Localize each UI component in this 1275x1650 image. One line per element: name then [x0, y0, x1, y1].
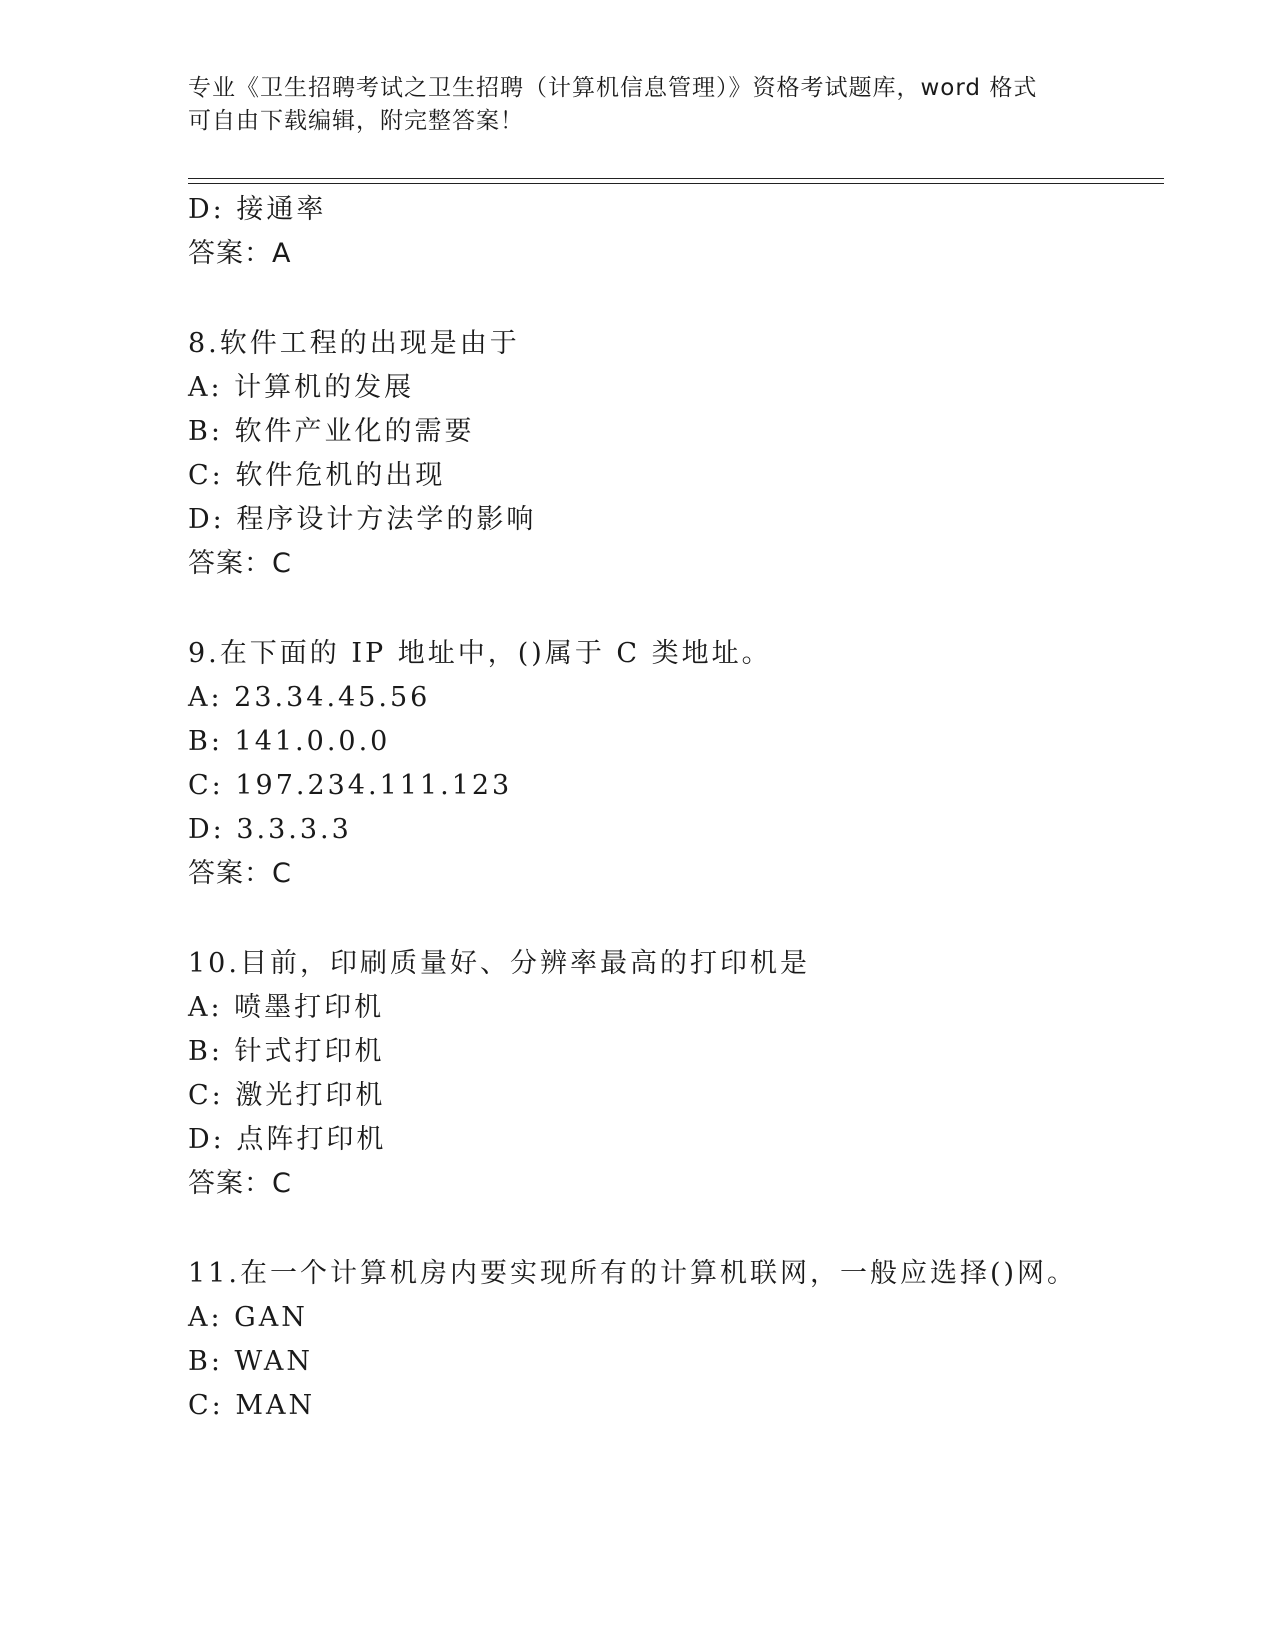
question-9: 9.在下面的 IP 地址中，()属于 C 类地址。: [188, 638, 772, 669]
q10-option-b: B: 针式打印机: [188, 1036, 385, 1067]
question-11: 11.在一个计算机房内要实现所有的计算机联网，一般应选择()网。: [188, 1258, 1078, 1289]
q9-answer: 答案：C: [188, 858, 292, 889]
q8-option-d: D: 程序设计方法学的影响: [188, 504, 537, 535]
question-10: 10.目前，印刷质量好、分辨率最高的打印机是: [188, 948, 810, 979]
q9-option-c: C: 197.234.111.123: [188, 770, 513, 801]
q10-option-a: A: 喷墨打印机: [188, 992, 385, 1023]
question-8: 8.软件工程的出现是由于: [188, 328, 520, 359]
document-header: [188, 72, 1068, 138]
q10-option-c: C: 激光打印机: [188, 1080, 386, 1111]
prev-answer: 答案：A: [188, 238, 292, 269]
header-divider-bottom: [188, 183, 1164, 184]
q11-option-a: A: GAN: [188, 1302, 308, 1333]
q9-option-a: A: 23.34.45.56: [188, 682, 431, 713]
q8-answer: 答案：C: [188, 548, 292, 579]
q8-option-c: C: 软件危机的出现: [188, 460, 446, 491]
q10-answer: 答案：C: [188, 1168, 292, 1199]
header-line-1: 专业《卫生招聘考试之卫生招聘（计算机信息管理）》资格考试题库，word 格式: [188, 75, 1038, 101]
q11-option-b: B: WAN: [188, 1346, 314, 1377]
q9-option-d: D: 3.3.3.3: [188, 814, 352, 845]
prev-option-d: D: 接通率: [188, 194, 327, 225]
q8-option-b: B: 软件产业化的需要: [188, 416, 475, 447]
q11-option-c: C: MAN: [188, 1390, 316, 1421]
header-line-2: 可自由下载编辑，附完整答案！: [188, 108, 524, 134]
header-divider-top: [188, 178, 1164, 179]
q9-option-b: B: 141.0.0.0: [188, 726, 391, 757]
q8-option-a: A: 计算机的发展: [188, 372, 415, 403]
q10-option-d: D: 点阵打印机: [188, 1124, 387, 1155]
